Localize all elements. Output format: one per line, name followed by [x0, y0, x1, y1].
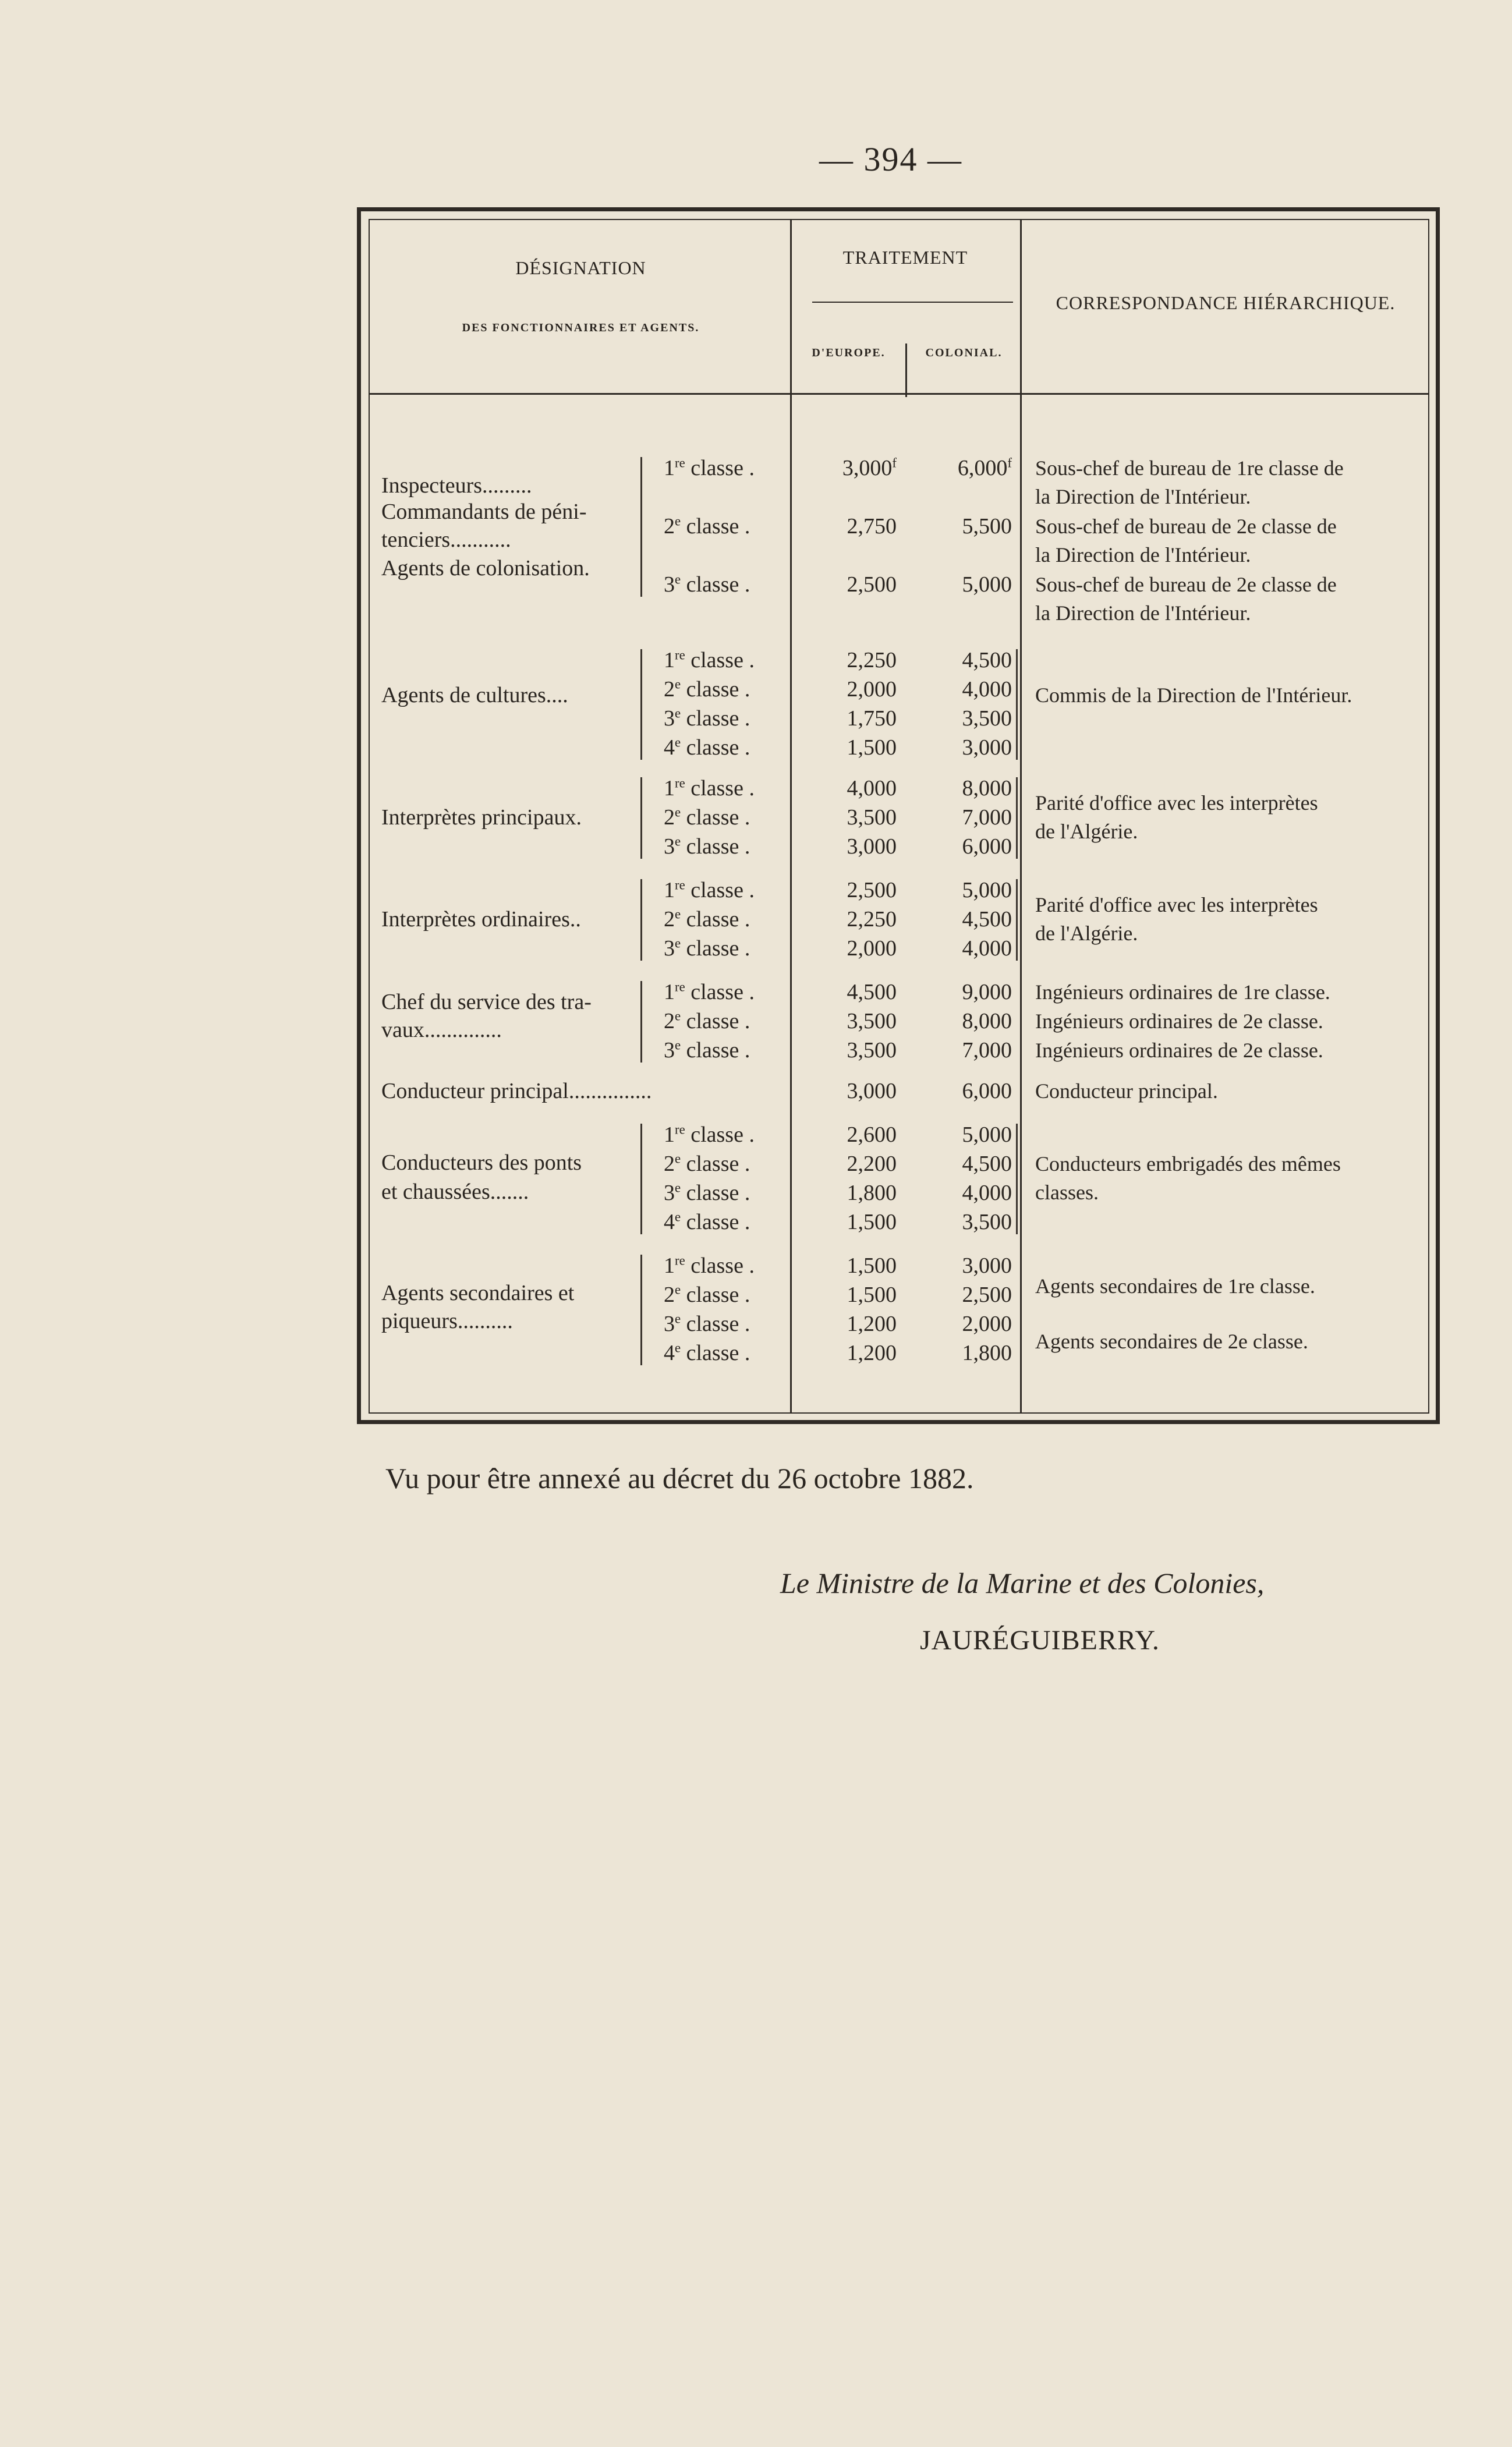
- brace-mark: [640, 649, 642, 760]
- salary-europe: 2,000: [847, 936, 897, 961]
- salary-colonial: 4,500: [962, 1152, 1012, 1176]
- class-label: 3e classe .: [664, 1037, 750, 1063]
- column-divider: [1020, 219, 1022, 1414]
- salary-colonial: 3,000: [962, 1253, 1012, 1278]
- header-colonial: COLONIAL.: [925, 346, 1003, 359]
- function-name: Interprètes ordinaires..: [381, 907, 581, 932]
- salary-europe: 2,000: [847, 677, 897, 702]
- salary-colonial: 7,000: [962, 805, 1012, 830]
- salary-colonial: 5,000: [962, 1122, 1012, 1147]
- class-label: 2e classe .: [664, 1282, 750, 1307]
- hierarchy-correspondence: classes.: [1035, 1181, 1099, 1204]
- header-europe: D'EUROPE.: [812, 346, 886, 359]
- salary-europe: 4,500: [847, 980, 897, 1004]
- header-subrule: [812, 302, 1013, 303]
- salary-europe: 2,250: [847, 907, 897, 932]
- salary-europe: 2,200: [847, 1152, 897, 1176]
- salary-europe: 1,500: [847, 1283, 897, 1307]
- class-label: 2e classe .: [664, 906, 750, 932]
- function-name: vaux..............: [381, 1018, 502, 1042]
- signer-title: Le Ministre de la Marine et des Colonies,: [780, 1567, 1265, 1599]
- class-label: 1re classe .: [664, 455, 755, 480]
- class-label: 2e classe .: [664, 805, 750, 830]
- salary-europe: 1,800: [847, 1181, 897, 1205]
- class-label: 3e classe .: [664, 1311, 750, 1336]
- class-label: 3e classe .: [664, 834, 750, 859]
- salary-europe: 1,500: [847, 735, 897, 760]
- function-name: Chef du service des tra-: [381, 990, 592, 1014]
- salary-europe: 3,000: [847, 1079, 897, 1103]
- function-name: Commandants de péni-: [381, 500, 587, 524]
- class-label: 1re classe .: [664, 877, 755, 902]
- function-name: tenciers...........: [381, 527, 511, 552]
- function-name: Conducteur principal...............: [381, 1079, 652, 1103]
- page-number: — 394 —: [819, 140, 962, 178]
- annex-note: Vu pour être annexé au décret du 26 octobre 1882.: [385, 1462, 974, 1495]
- salary-colonial: 3,000: [962, 735, 1012, 760]
- salary-europe: 4,000: [847, 776, 897, 801]
- hierarchy-correspondence: Ingénieurs ordinaires de 1re classe.: [1035, 980, 1330, 1004]
- class-label: 1re classe .: [664, 647, 755, 672]
- salary-colonial: 8,000: [962, 776, 1012, 801]
- function-name: piqueurs..........: [381, 1309, 513, 1333]
- class-label: 2e classe .: [664, 677, 750, 702]
- brace-mark: [1016, 879, 1018, 961]
- hierarchy-correspondence: Agents secondaires de 2e classe.: [1035, 1330, 1308, 1353]
- class-label: 1re classe .: [664, 1253, 755, 1278]
- salary-colonial: 4,000: [962, 677, 1012, 702]
- class-label: 4e classe .: [664, 1209, 750, 1234]
- salary-colonial: 4,000: [962, 1181, 1012, 1205]
- hierarchy-correspondence: Ingénieurs ordinaires de 2e classe.: [1035, 1010, 1323, 1033]
- class-label: 2e classe .: [664, 514, 750, 539]
- brace-mark: [1016, 1124, 1018, 1234]
- salary-europe: 3,000$^f$: [842, 455, 897, 480]
- class-label: 4e classe .: [664, 1340, 750, 1365]
- hierarchy-correspondence: la Direction de l'Intérieur.: [1035, 601, 1251, 625]
- function-name: Agents secondaires et: [381, 1281, 575, 1305]
- salary-europe: 3,500: [847, 1038, 897, 1063]
- hierarchy-correspondence: Agents secondaires de 1re classe.: [1035, 1274, 1315, 1298]
- brace-mark: [640, 1255, 642, 1365]
- header-designation: DÉSIGNATION: [515, 257, 646, 278]
- brace-mark: [640, 879, 642, 961]
- class-label: 1re classe .: [664, 775, 755, 801]
- class-label: 3e classe .: [664, 1180, 750, 1205]
- class-label: 1re classe .: [664, 1122, 755, 1147]
- hierarchy-correspondence: de l'Algérie.: [1035, 820, 1138, 843]
- function-name: Inspecteurs.........: [381, 473, 532, 498]
- salary-colonial: 1,800: [962, 1341, 1012, 1365]
- brace-mark: [1016, 649, 1018, 760]
- class-label: 3e classe .: [664, 706, 750, 731]
- salary-europe: 1,500: [847, 1210, 897, 1234]
- salary-europe: 3,500: [847, 1009, 897, 1033]
- class-label: 3e classe .: [664, 572, 750, 597]
- salary-europe: 3,500: [847, 805, 897, 830]
- brace-mark: [640, 1124, 642, 1234]
- salary-colonial: 7,000: [962, 1038, 1012, 1063]
- salary-europe: 2,250: [847, 648, 897, 672]
- hierarchy-correspondence: la Direction de l'Intérieur.: [1035, 485, 1251, 508]
- hierarchy-correspondence: la Direction de l'Intérieur.: [1035, 543, 1251, 566]
- salary-colonial: 3,500: [962, 1210, 1012, 1234]
- salary-colonial: 5,000: [962, 572, 1012, 597]
- salary-colonial: 9,000: [962, 980, 1012, 1004]
- salary-colonial: 4,500: [962, 907, 1012, 932]
- hierarchy-correspondence: Conducteur principal.: [1035, 1079, 1218, 1103]
- function-name: Interprètes principaux.: [381, 805, 582, 830]
- header-rule: [369, 393, 1429, 395]
- hierarchy-correspondence: Parité d'office avec les interprètes: [1035, 791, 1318, 815]
- salary-colonial: 5,500: [962, 514, 1012, 539]
- salary-europe: 2,500: [847, 878, 897, 902]
- salary-colonial: 6,000$^f$: [957, 455, 1012, 480]
- hierarchy-correspondence: Conducteurs embrigadés des mêmes: [1035, 1152, 1341, 1175]
- hierarchy-correspondence: de l'Algérie.: [1035, 922, 1138, 945]
- salary-europe: 1,200: [847, 1312, 897, 1336]
- salary-europe: 1,750: [847, 706, 897, 731]
- salary-europe: 3,000: [847, 834, 897, 859]
- class-label: 2e classe .: [664, 1151, 750, 1176]
- salary-colonial: 2,500: [962, 1283, 1012, 1307]
- unit-suffix: f: [1007, 455, 1012, 470]
- salary-europe: 1,500: [847, 1253, 897, 1278]
- function-name: Agents de cultures....: [381, 683, 568, 707]
- function-name: et chaussées.......: [381, 1180, 529, 1204]
- hierarchy-correspondence: Parité d'office avec les interprètes: [1035, 893, 1318, 916]
- signer-name: JAURÉGUIBERRY.: [920, 1625, 1160, 1656]
- hierarchy-correspondence: Sous-chef de bureau de 1re classe de: [1035, 456, 1344, 480]
- salary-colonial: 2,000: [962, 1312, 1012, 1336]
- header-traitement: TRAITEMENT: [842, 247, 968, 268]
- salary-colonial: 4,000: [962, 936, 1012, 961]
- brace-mark: [640, 777, 642, 859]
- unit-suffix: f: [892, 455, 897, 470]
- salary-colonial: 8,000: [962, 1009, 1012, 1033]
- salary-colonial: 5,000: [962, 878, 1012, 902]
- salary-europe: 1,200: [847, 1341, 897, 1365]
- class-label: 2e classe .: [664, 1008, 750, 1033]
- hierarchy-correspondence: Ingénieurs ordinaires de 2e classe.: [1035, 1039, 1323, 1062]
- salary-colonial: 3,500: [962, 706, 1012, 731]
- class-label: 1re classe .: [664, 979, 755, 1004]
- header-correspondance: CORRESPONDANCE HIÉRARCHIQUE.: [1056, 292, 1396, 313]
- hierarchy-correspondence: Commis de la Direction de l'Intérieur.: [1035, 684, 1352, 707]
- function-name: Agents de colonisation.: [381, 556, 590, 580]
- hierarchy-correspondence: Sous-chef de bureau de 2e classe de: [1035, 573, 1337, 596]
- brace-mark: [640, 981, 642, 1063]
- salary-europe: 2,750: [847, 514, 897, 539]
- class-label: 4e classe .: [664, 735, 750, 760]
- function-name: Conducteurs des ponts: [381, 1150, 582, 1175]
- header-designation-sub: DES FONCTIONNAIRES ET AGENTS.: [462, 321, 700, 334]
- brace-mark: [640, 457, 642, 597]
- class-label: 3e classe .: [664, 936, 750, 961]
- salary-europe: 2,500: [847, 572, 897, 597]
- hierarchy-correspondence: Sous-chef de bureau de 2e classe de: [1035, 515, 1337, 538]
- salary-colonial: 6,000: [962, 1079, 1012, 1103]
- brace-mark: [1016, 777, 1018, 859]
- salary-colonial: 4,500: [962, 648, 1012, 672]
- salary-europe: 2,600: [847, 1122, 897, 1147]
- salary-colonial: 6,000: [962, 834, 1012, 859]
